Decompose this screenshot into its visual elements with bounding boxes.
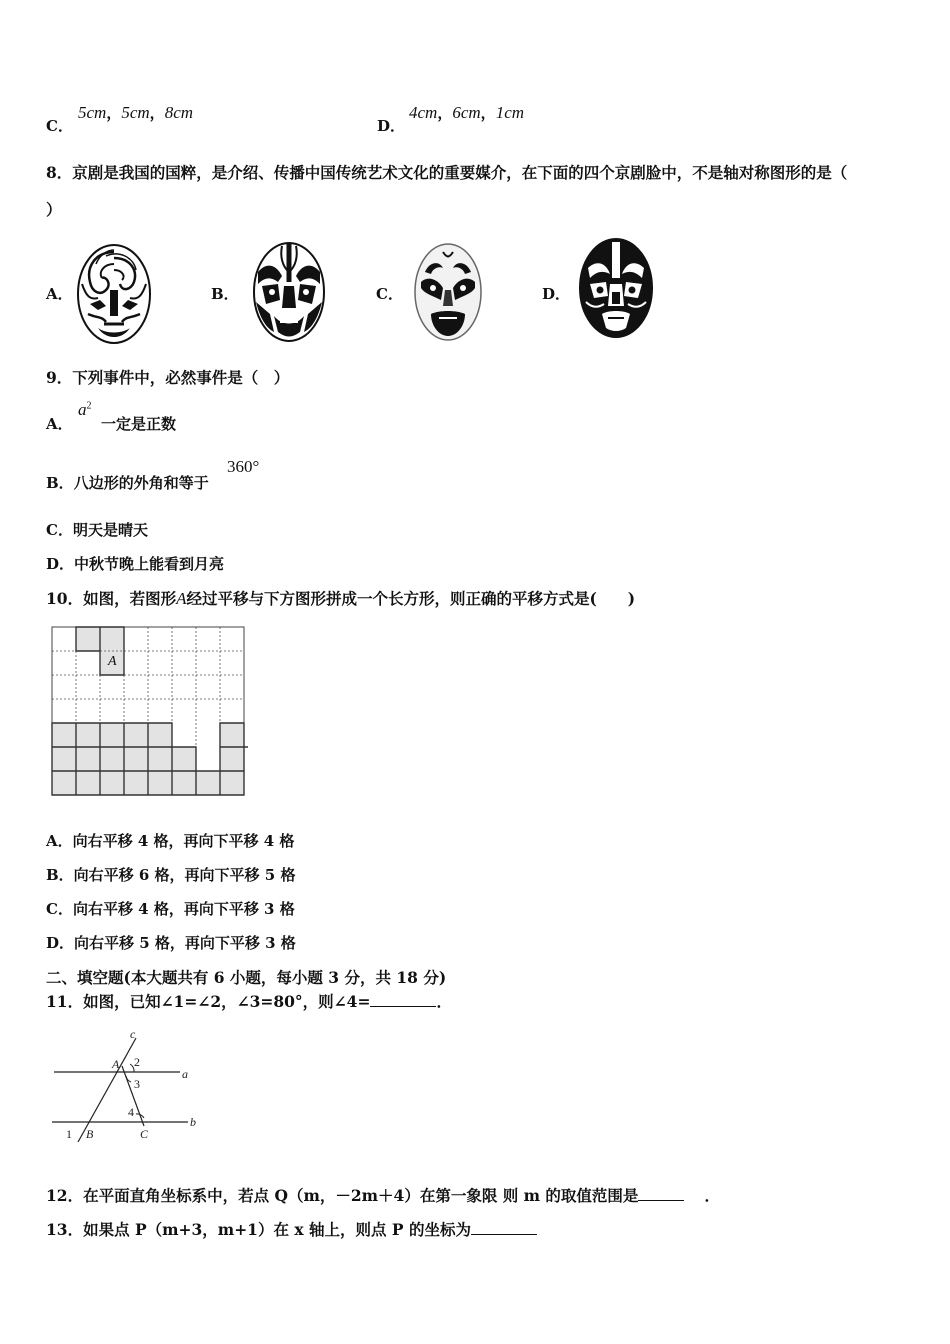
- q7-option-c: C．: [46, 117, 73, 135]
- q9-option-a-label: A．: [46, 415, 73, 433]
- section-2-title: 二、填空题(本大题共有 6 小题，每小题 3 分，共 18 分): [46, 968, 447, 987]
- q9-stem: 9．下列事件中，必然事件是（ ）: [46, 368, 290, 387]
- q7-option-d: D．: [377, 117, 406, 135]
- q10-option-b: B．向右平移 6 格，再向下平移 5 格: [46, 866, 296, 884]
- q9-option-a-text: 一定是正数: [101, 415, 177, 433]
- q11-stem: 11．如图，已知∠1=∠2，∠3=80°，则∠4= ．: [46, 992, 452, 1011]
- opera-mask-b-image: [252, 242, 326, 344]
- q12-stem: 12．在平面直角坐标系中，若点 Q（m，－2m＋4）在第一象限 则 m 的取值范围是 ．: [46, 1186, 720, 1205]
- q9-option-d: D．中秋节晚上能看到月亮: [46, 555, 225, 573]
- opera-mask-c-image: [413, 242, 483, 342]
- svg-text:B: B: [86, 1127, 94, 1141]
- svg-text:a: a: [182, 1067, 188, 1081]
- q11-parallel-lines-figure: [50, 1026, 210, 1146]
- q7-option-c-values: 5cm，5cm，8cm: [78, 103, 194, 122]
- q9-option-b: B．八边形的外角和等于: [46, 474, 209, 492]
- q11-answer-blank[interactable]: [370, 992, 436, 1007]
- q10-option-c: C．向右平移 4 格，再向下平移 3 格: [46, 900, 295, 918]
- q12-answer-blank[interactable]: [638, 1186, 684, 1201]
- translation-grid-figure: [52, 625, 248, 797]
- svg-text:3: 3: [134, 1077, 140, 1091]
- q8-label-d: D．: [542, 285, 571, 303]
- q10-option-d: D．向右平移 5 格，再向下平移 3 格: [46, 934, 296, 952]
- q8-label-c: C．: [376, 285, 403, 303]
- q8-stem-line2: ）: [46, 200, 62, 219]
- q13-stem: 13．如果点 P（m+3，m+1）在 x 轴上，则点 P 的坐标为: [46, 1218, 537, 1240]
- q9-option-b-math: 360°: [227, 457, 260, 476]
- q10-stem: 10．如图，若图形A经过平移与下方图形拼成一个长方形，则正确的平移方式是( ): [46, 589, 636, 608]
- q9-option-a-math: $a^2$: [78, 400, 92, 419]
- opera-mask-a-image: [76, 244, 152, 346]
- svg-text:4: 4: [128, 1105, 134, 1119]
- svg-text:b: b: [190, 1115, 196, 1129]
- svg-text:1: 1: [66, 1127, 72, 1141]
- svg-text:C: C: [140, 1127, 149, 1141]
- q8-stem-line1: 8．京剧是我国的国粹，是介绍、传播中国传统艺术文化的重要媒介，在下面的四个京剧脸中，不是轴对称图形的是（: [46, 163, 848, 182]
- q8-label-b: B．: [211, 285, 239, 303]
- svg-text:c: c: [130, 1027, 136, 1041]
- q10-option-a: A．向右平移 4 格，再向下平移 4 格: [46, 832, 295, 850]
- opera-mask-d-image: [578, 238, 654, 340]
- grid-label-a: A: [108, 654, 117, 669]
- q9-option-c: C．明天是晴天: [46, 521, 148, 539]
- svg-text:A: A: [112, 1057, 120, 1071]
- q13-answer-blank[interactable]: [471, 1220, 537, 1235]
- q8-label-a: A．: [46, 285, 73, 303]
- svg-text:2: 2: [134, 1055, 140, 1069]
- q7-option-d-values: 4cm，6cm，1cm: [409, 103, 525, 122]
